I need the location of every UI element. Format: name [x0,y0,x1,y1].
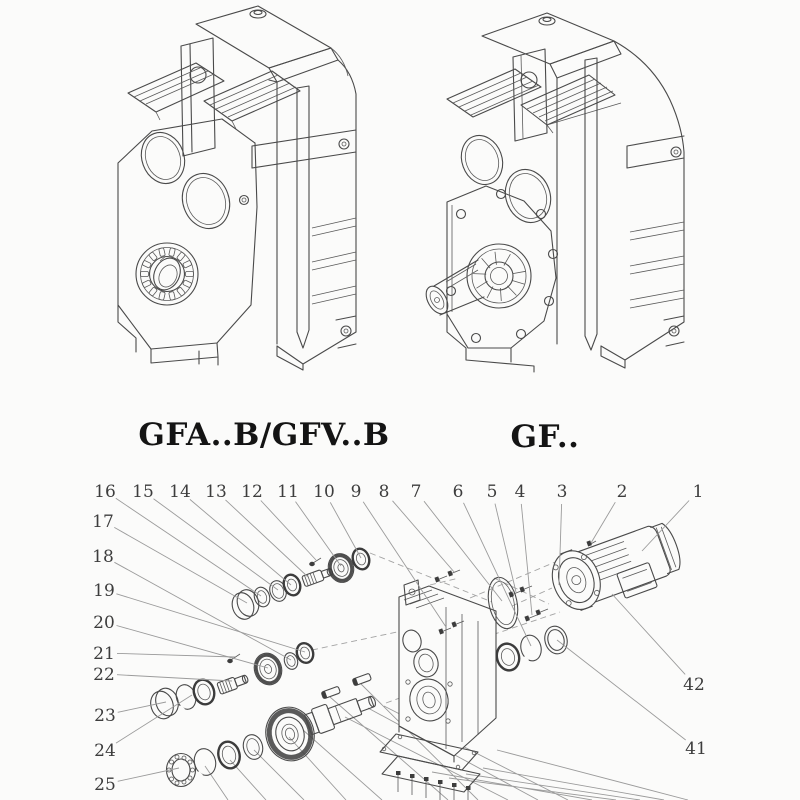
model-label-gf: GF.. [510,419,580,455]
callout-number-20: 20 [93,613,115,633]
callout-number-13: 13 [205,482,227,502]
callout-leader-4 [521,504,532,615]
callout-leader-41 [557,640,686,740]
callout-number-6: 6 [452,482,464,502]
callout-number-16: 16 [94,482,116,502]
callout-number-12: 12 [241,482,263,502]
callout-leader-42 [612,594,685,674]
callout-leader-22 [117,675,232,681]
callout-leader-2 [591,502,615,543]
callout-number-15: 15 [132,482,154,502]
callout-number-10: 10 [313,482,335,502]
part-output-bearing-set [494,624,570,673]
callout-leader-11 [296,502,342,566]
callout-leader-12 [261,501,316,561]
callout-number-41: 41 [685,739,707,759]
callout-number-18: 18 [92,547,114,567]
callout-number-24: 24 [94,741,116,761]
callout-leader-15 [154,499,279,590]
gearbox-drawing-gfa [118,6,356,370]
callout-number-21: 21 [93,644,115,664]
callout-number-4: 4 [514,482,526,502]
callout-number-42: 42 [683,675,705,695]
callout-number-9: 9 [350,482,362,502]
hollow-shaft-bearing [136,243,198,305]
callout-leader-5 [495,504,516,592]
part-motor [544,516,687,620]
callout-leader-17 [114,527,247,603]
callout-number-1: 1 [692,482,704,502]
part-key-1 [321,686,340,699]
callout-leader-19 [116,594,305,652]
callout-leader-18 [114,562,291,660]
callout-number-3: 3 [556,482,568,502]
callout-number-7: 7 [410,482,422,502]
callout-number-22: 22 [93,665,115,685]
callout-number-11: 11 [277,482,299,502]
callout-number-19: 19 [93,581,115,601]
part-key-2 [352,673,371,686]
callout-number-17: 17 [92,512,114,532]
part-input-shaft-assembly [229,547,372,623]
callout-number-8: 8 [378,482,390,502]
callout-leader-20 [117,626,269,669]
part-output-pinion-shaft [304,688,380,737]
callout-leader-14 [190,499,291,585]
callout-number-14: 14 [169,482,191,502]
part-housing [399,580,496,762]
gearbox-drawing-gf [422,13,684,372]
callout-leader-10 [330,502,361,558]
callout-number-25: 25 [94,775,116,795]
callout-leader-8 [393,501,456,573]
part-intermediate-gear [250,650,286,689]
model-label-gfa: GFA..B/GFV..B [138,417,390,453]
callout-number-23: 23 [94,706,116,726]
exploded-view [92,482,707,800]
callout-number-5: 5 [486,482,498,502]
flange-bolt-holes [447,190,558,343]
callout-leader-24 [116,695,192,743]
output-shaft [422,244,531,317]
callout-number-2: 2 [616,482,628,502]
